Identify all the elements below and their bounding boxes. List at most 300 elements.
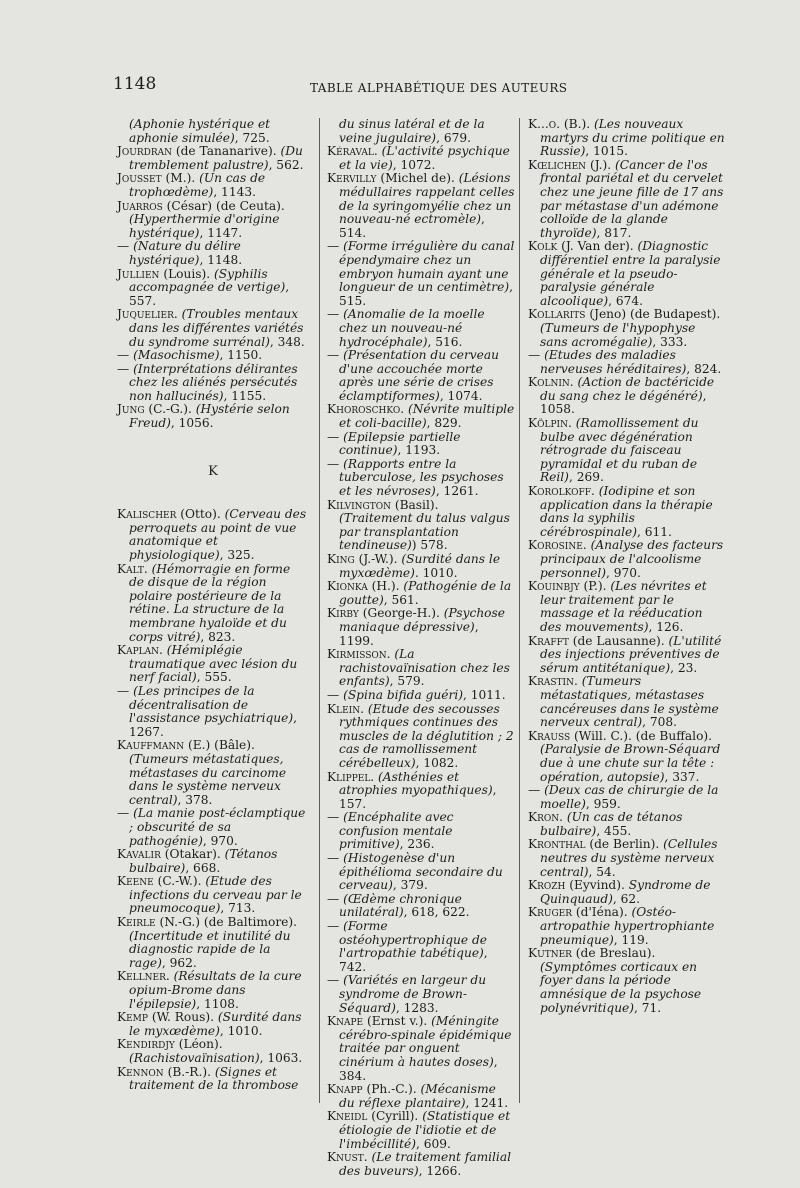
work-title: (L'utilité des injections préventives de sérum antitétanique): [540, 633, 722, 675]
index-entry: [528, 635, 726, 676]
work-title: (Cellules neutres du système nerveux central): [540, 837, 718, 879]
author-detail: —: [327, 973, 340, 988]
author-name: Korosine.: [528, 538, 587, 553]
author-detail: (de Berlin).: [589, 837, 660, 852]
page-reference: , 713.: [220, 901, 256, 916]
author-name: K...o.: [528, 117, 560, 131]
page-reference: , 157.: [339, 783, 497, 811]
author-detail: —: [117, 348, 130, 363]
page-reference: , 708.: [642, 715, 678, 730]
author-detail: (Otto).: [180, 507, 221, 522]
index-entry: [327, 771, 515, 812]
index-entry: [327, 648, 515, 689]
index-column-2: [327, 118, 515, 1178]
work-title: (Histogenèse d'un épithélioma secondaire du cerveau): [339, 851, 503, 893]
author-name: Kronthal: [528, 837, 586, 852]
index-entry: [528, 838, 726, 879]
author-name: Juquelier.: [117, 307, 178, 322]
page-reference: , 348.: [269, 334, 305, 349]
work-title: (Etude des secousses rythmiques continues des muscles de la déglutition ; 2 cas de ramollissement cérébelleux): [339, 701, 514, 770]
index-entry: [117, 240, 309, 267]
page-reference: , 1150.: [219, 348, 263, 363]
index-entry: [117, 508, 309, 562]
author-name: Kolnin.: [528, 375, 574, 390]
author-detail: (B.-R.).: [167, 1064, 211, 1079]
index-entry: [117, 644, 309, 685]
index-entry: [327, 308, 515, 349]
work-title: (Forme irrégulière du canal épendymaire chez un embryon humain ayant une longueur de un centimètre): [339, 239, 515, 295]
index-entry: [117, 363, 309, 404]
work-title: (Paralysie de Brown-Séquard due à une chute sur la tête : opération, autopsie): [540, 742, 721, 784]
work-title: (Interprétations délirantes chez les aliénés persécutés non hallucinés): [129, 361, 298, 403]
work-title: (Œdème chronique unilatéral): [339, 891, 462, 920]
index-entry: [117, 563, 309, 645]
work-title: (Asthénies et atrophies myopathiques): [339, 769, 493, 798]
index-entry: [327, 703, 515, 771]
author-name: Kalt.: [117, 561, 148, 576]
work-title: (Les névrites et leur traitement par le massage et la rééducation des mouvements): [540, 579, 707, 634]
index-entry: [327, 689, 515, 703]
work-title: (Tumeurs métastatiques, métastases cancéreuses dans le système nerveux central): [540, 674, 719, 730]
page-reference: , 579.: [389, 674, 425, 689]
index-entry: [528, 784, 726, 811]
index-entry: [327, 1110, 515, 1151]
index-entry: [117, 1066, 309, 1093]
index-entry: [327, 920, 515, 974]
author-detail: (Michel de).: [380, 171, 455, 186]
work-title: (Mécanisme du réflexe plantaire): [339, 1082, 496, 1110]
index-entry: [117, 875, 309, 916]
work-title: (Nature du délire hystérique): [129, 239, 241, 267]
page-reference: , 555.: [196, 670, 232, 685]
author-detail: (B.).: [563, 117, 591, 131]
author-detail: (César) (de Ceuta).: [166, 198, 285, 213]
author-detail: —: [327, 851, 340, 866]
page-reference: , 1056.: [170, 416, 214, 431]
work-title: (Les nouveaux martyrs du crime politique en Russie): [540, 117, 725, 159]
work-title: (Rachistovaïnisation): [129, 1051, 260, 1065]
author-detail: (de Lausanne).: [572, 633, 665, 648]
section-letter: K: [208, 463, 218, 479]
work-title: (Du tremblement palustre): [129, 144, 303, 172]
author-name: Juarros: [117, 198, 163, 213]
index-entry: [117, 172, 309, 199]
index-entry: [117, 848, 309, 875]
work-title: (Diagnostic différentiel entre la paralysie générale et la pseudo-paralysie générale alcoolique): [540, 239, 721, 308]
index-entry: [327, 458, 515, 499]
author-detail: —: [117, 806, 130, 821]
author-detail: (P.).: [583, 579, 607, 594]
author-detail: (de Breslau).: [575, 946, 656, 961]
author-detail: (Louis).: [163, 266, 211, 281]
index-column-1: [117, 118, 309, 1093]
author-detail: (de Tananarive).: [175, 144, 277, 159]
author-detail: (J.-W.).: [358, 552, 398, 566]
author-detail: (N.-G.) (de Baltimore).: [159, 915, 297, 930]
work-title: (Tumeurs métastatiques, métastases du carcinome dans le système nerveux central): [129, 751, 287, 807]
index-entry-continuation: [327, 118, 515, 145]
page-reference: , 1143.: [213, 184, 256, 199]
page-reference: , 515.: [339, 280, 513, 308]
work-title: (Psychose maniaque dépressive): [339, 606, 505, 634]
work-title: (L'activité psychique et la vie): [339, 144, 510, 172]
author-name: Kellner.: [117, 969, 170, 984]
page-reference: , 1063.: [259, 1051, 303, 1065]
page-reference: , 337.: [664, 769, 700, 784]
page-reference: , 829.: [426, 416, 462, 431]
index-entry: [528, 308, 726, 349]
index-entry: [528, 879, 726, 906]
work-title: (Analyse des facteurs principaux de l'alcoolisme personnel): [540, 538, 724, 580]
author-name: Kéraval.: [327, 144, 378, 159]
author-name: Kolk: [528, 239, 558, 254]
index-entry: [528, 349, 726, 376]
work-title: Syndrome de Quinquaud): [540, 878, 711, 906]
index-entry: [528, 675, 726, 729]
index-entry: [327, 1015, 515, 1083]
index-entry: [117, 145, 309, 172]
page-reference: , 23.: [670, 660, 698, 675]
page-reference: , 1074.: [439, 388, 483, 403]
page-reference: , 609.: [416, 1136, 451, 1151]
author-name: Kionka: [327, 579, 368, 594]
page-reference: , 236.: [399, 837, 435, 852]
work-title: (Résultats de la cure opium-Brome dans l'épilepsie): [129, 969, 302, 1011]
author-detail: —: [327, 687, 340, 702]
index-entry: [117, 308, 309, 349]
index-entry: [327, 349, 515, 403]
author-name: King: [327, 552, 355, 566]
author-name: Kaplan.: [117, 643, 163, 658]
work-title: (Hystérie selon Freud): [129, 402, 290, 431]
work-title: (Symptômes corticaux en foyer dans la période amnésique de la psychose polynévritique): [540, 959, 702, 1015]
author-name: Kendirdjy: [117, 1037, 175, 1052]
work-title: (Encéphalite avec confusion mentale primitive): [339, 810, 454, 852]
author-detail: (J. Van der).: [561, 239, 634, 254]
author-detail: (Basil).: [394, 497, 439, 512]
index-entry: [117, 200, 309, 241]
page-reference: , 1010.: [219, 1023, 263, 1038]
author-name: Keirle: [117, 915, 156, 930]
author-name: Kœlichen: [528, 157, 587, 172]
work-title: (Un cas de tétanos bulbaire): [540, 810, 683, 838]
page-reference: , 725.: [234, 130, 270, 145]
page-reference: , 742.: [339, 946, 488, 974]
author-name: Kirmisson.: [327, 647, 391, 662]
author-name: Knape: [327, 1014, 364, 1029]
work-title: (Les principes de la décentralisation de l'assistance psychiatrique): [129, 683, 294, 726]
index-entry-continuation: [117, 118, 309, 145]
author-name: Kölpin.: [528, 416, 572, 431]
work-title: (Hémorragie en forme de disque de la région polaire postérieure de la rétine. La structure de la membrane hyaloïde et du corps vitré): [129, 561, 291, 644]
index-entry: [528, 811, 726, 838]
author-name: Korolkoff.: [528, 484, 595, 499]
author-name: Kennon: [117, 1064, 164, 1079]
author-name: Knapp: [327, 1082, 363, 1097]
page-reference: , 62.: [612, 891, 641, 906]
index-entry: [117, 1038, 309, 1065]
author-name: Kavalir: [117, 847, 161, 862]
author-name: Kruger: [528, 905, 573, 920]
work-title: (Deux cas de chirurgie de la moelle): [540, 783, 719, 811]
running-title: TABLE ALPHABÉTIQUE DES AUTEURS: [310, 81, 568, 95]
page-reference: , 562.: [268, 157, 304, 172]
author-name: Kollarits: [528, 307, 586, 322]
work-title: (Tumeurs de l'hypophyse sans acromégalie): [540, 320, 696, 349]
work-title: (Variétés en largeur du syndrome de Brown-Séquard): [339, 973, 487, 1015]
work-title: (Etudes des maladies nerveuses héréditaires): [540, 348, 687, 376]
work-title: (Aphonie hystérique et aphonie simulée): [129, 117, 271, 145]
author-detail: —: [117, 239, 130, 254]
work-title: (Ramollissement du bulbe avec dégénération rétrograde du faisceau pyramidal et du ruban de Reil): [540, 416, 699, 485]
page-reference: , 1058.: [540, 388, 707, 417]
work-title: (Cancer de l'os frontal pariétal et du cervelet chez une jeune fille de 17 ans par métastase d'un adémone colloïde de la glande thyroïde): [540, 157, 724, 240]
author-name: Krastin.: [528, 674, 578, 689]
work-title: (Troubles mentaux dans les différentes variétés du syndrome surrénal): [129, 307, 304, 349]
page-reference: , 379.: [392, 878, 428, 893]
page-reference: , 333.: [652, 334, 688, 349]
author-name: Kilvington: [327, 497, 391, 512]
page-reference: , 384.: [339, 1054, 498, 1083]
author-detail: (J.).: [589, 157, 612, 172]
author-detail: —: [327, 429, 340, 444]
index-entry: [327, 974, 515, 1015]
author-name: Kirby: [327, 606, 359, 621]
work-title: (Lésions médullaires rappelant celles de la syringomyélie chez un nouveau-né ectromèle): [339, 171, 515, 227]
author-detail: (Otakar).: [164, 847, 221, 862]
author-name: Krozh: [528, 878, 566, 893]
work-title: (Hyperthermie d'origine hystérique): [129, 212, 280, 240]
page-reference: . 1010.: [414, 565, 458, 580]
author-detail: (d'Iéna).: [575, 905, 628, 920]
work-title: (Action de bactéricide du sang chez le dégénéré): [540, 375, 715, 403]
index-entry: [117, 268, 309, 309]
work-title: (Etude des infections du cerveau par le pneumocoque): [129, 874, 302, 916]
index-entry: [327, 499, 515, 553]
author-detail: —: [327, 810, 340, 825]
author-name: Jung: [117, 402, 145, 417]
page-reference: , 823.: [200, 629, 236, 644]
work-title: (La rachistovaïnisation chez les enfants): [339, 647, 510, 689]
page-reference: , 378.: [177, 792, 213, 807]
page-reference: , 561.: [383, 592, 419, 607]
index-entry: [117, 916, 309, 970]
author-detail: (E.) (Bâle).: [188, 738, 255, 753]
work-title: (Surdité dans le myxœdème): [129, 1010, 302, 1038]
author-name: Kauffmann: [117, 738, 185, 753]
page-reference: , 1267.: [129, 711, 297, 739]
index-entry: [117, 349, 309, 363]
work-title: (Anomalie de la moelle chez un nouveau-né hydrocéphale): [339, 307, 485, 349]
work-title: (Un cas de trophœdème): [129, 171, 266, 199]
index-entry: [327, 580, 515, 607]
page-reference: , 1072.: [392, 157, 436, 172]
page-reference: , 824.: [686, 361, 722, 376]
work-title: (Statistique et étiologie de l'idiotie et de l'imbécillité): [339, 1109, 511, 1151]
index-entry: [117, 970, 309, 1011]
index-entry: [117, 685, 309, 739]
author-detail: —: [117, 683, 130, 698]
work-title: (Hémiplégie traumatique avec lésion du nerf facial): [129, 643, 298, 685]
work-title: (Surdité dans le myxœdème): [339, 552, 501, 580]
column-rule: [519, 118, 520, 1103]
author-detail: (Ph.-C.).: [366, 1082, 417, 1097]
page-reference: , 1011.: [462, 687, 506, 702]
index-entry: [327, 811, 515, 852]
index-entry: [528, 947, 726, 1015]
page-reference: , 959.: [585, 796, 621, 811]
author-name: Jourdran: [117, 144, 172, 159]
page-number: 1148: [113, 74, 157, 94]
index-column-3: [528, 118, 726, 1015]
index-entry: [528, 376, 726, 417]
index-entry: [327, 852, 515, 893]
work-title: (Tétanos bulbaire): [129, 847, 278, 875]
author-detail: —: [327, 891, 340, 906]
author-detail: —: [528, 783, 541, 798]
author-detail: (Will. C.). (de Buffalo).: [574, 728, 713, 743]
work-title: (Incertitude et inutilité du diagnostic rapide de la rage): [129, 928, 291, 970]
author-detail: (Cyrill).: [371, 1109, 419, 1124]
author-detail: (Jeno) (de Budapest).: [589, 307, 721, 322]
page-reference: , 674.: [608, 293, 643, 308]
page-reference: , 1266.: [418, 1163, 462, 1178]
page-reference: , 668.: [185, 860, 221, 875]
page-reference: , 1015.: [585, 144, 629, 159]
index-entry: [327, 893, 515, 920]
index-entry: [528, 485, 726, 539]
author-name: Kouinbjy: [528, 579, 580, 594]
index-entry: [327, 431, 515, 458]
author-detail: (W. Rous).: [151, 1010, 214, 1025]
index-entry: [528, 580, 726, 634]
page-reference: , 1108.: [196, 996, 239, 1011]
author-name: Klein.: [327, 701, 364, 716]
author-name: Klippel.: [327, 769, 375, 784]
work-title: (Cerveau des perroquets au point de vue anatomique et physiologique): [129, 507, 307, 563]
index-entry: [528, 730, 726, 784]
page-reference: , 269.: [568, 470, 604, 485]
index-entry: [327, 145, 515, 172]
page-reference: , 325.: [219, 548, 255, 563]
work-title: (Présentation du cerveau d'une accouchée morte après une série de crises éclamptiformes): [339, 348, 499, 403]
page-reference: , 126.: [648, 619, 684, 634]
work-title: du sinus latéral et de la veine jugulaire): [339, 117, 485, 145]
author-detail: —: [327, 456, 340, 471]
author-name: Krafft: [528, 633, 569, 648]
page-reference: , 1155.: [223, 388, 267, 403]
work-title: (Iodipine et son application dans la thérapie dans la syphilis cérébrospinale): [540, 484, 713, 539]
author-detail: —: [327, 239, 340, 254]
index-entry: [528, 118, 726, 159]
page-reference: , 817.: [596, 225, 632, 240]
index-entry: [327, 1083, 515, 1110]
column-rule: [319, 118, 320, 1103]
work-title: (Traitement du talus valgus par transplantation tendineuse): [339, 511, 510, 553]
author-detail: —: [528, 348, 541, 363]
index-entry: [327, 607, 515, 648]
author-detail: (H.).: [371, 579, 400, 594]
index-entry: [528, 159, 726, 241]
index-entry: [117, 403, 309, 430]
index-entry: [117, 739, 309, 807]
author-name: Krauss: [528, 728, 571, 743]
index-entry: [528, 240, 726, 308]
author-name: Khoroschko.: [327, 402, 405, 417]
page-reference: , 1193.: [397, 443, 441, 458]
author-name: Keene: [117, 874, 154, 889]
work-title: (Syphilis accompagnée de vertige): [129, 266, 286, 295]
page-reference: , 618, 622.: [403, 905, 470, 920]
page-reference: , 970.: [202, 833, 238, 848]
author-detail: (Léon).: [178, 1037, 223, 1052]
page-reference: ) 578.: [411, 538, 448, 553]
index-entry: [327, 403, 515, 430]
author-name: Jullien: [117, 266, 160, 281]
index-entry: [528, 417, 726, 485]
page-reference: , 1261.: [435, 484, 479, 499]
index-entry: [117, 1011, 309, 1038]
work-title: (Masochisme): [133, 348, 220, 363]
page-reference: , 962.: [161, 955, 197, 970]
page-reference: , 514.: [339, 212, 485, 240]
page-reference: , 54.: [588, 864, 616, 879]
page-reference: , 1082.: [415, 755, 459, 770]
author-detail: —: [117, 361, 130, 376]
page-reference: , 1147.: [199, 225, 243, 240]
index-entry: [327, 1151, 515, 1178]
author-detail: (George-H.).: [362, 606, 440, 621]
work-title: (Ostéo-artropathie hypertrophiante pneumique): [540, 905, 715, 947]
page-reference: , 970.: [606, 565, 641, 580]
author-name: Kervilly: [327, 171, 377, 186]
work-title: (Forme ostéohypertrophique de l'artropathie tabétique): [339, 919, 487, 961]
page-reference: , 679.: [436, 130, 471, 145]
work-title: (Epilepsie partielle continue): [339, 429, 461, 458]
author-name: Kalischer: [117, 507, 177, 522]
page-reference: , 516.: [427, 334, 463, 349]
author-detail: —: [327, 348, 340, 363]
work-title: (Le traitement familial des buveurs): [339, 1150, 511, 1178]
page-reference: , 1199.: [339, 619, 479, 648]
work-title: (Spina bifida guéri): [343, 687, 463, 702]
page-reference: , 611.: [636, 524, 672, 539]
page-reference: , 1241.: [465, 1095, 509, 1110]
work-title: (Méningite cérébro-spinale épidémique traitée par onguent cinérium à hautes doses): [339, 1014, 512, 1069]
index-entry: [327, 240, 515, 308]
author-detail: (M.).: [165, 171, 196, 186]
work-title: (Rapports entre la tuberculose, les psychoses et les névroses): [339, 456, 504, 499]
index-entry: [327, 553, 515, 580]
author-detail: —: [327, 919, 340, 934]
work-title: (Pathogénie de la goutte): [339, 579, 512, 607]
index-entry: [528, 906, 726, 947]
author-detail: (C.-G.).: [148, 402, 192, 417]
index-entry: [528, 539, 726, 580]
page-reference: , 1148.: [199, 252, 243, 267]
page-reference: , 557.: [129, 280, 290, 308]
author-name: Knust.: [327, 1150, 368, 1165]
work-title: (Névrite multiple et coli-bacille): [339, 402, 515, 431]
page-reference: , 119.: [613, 932, 649, 947]
author-name: Kneidl: [327, 1109, 368, 1124]
author-name: Kron.: [528, 810, 564, 825]
index-entry: [117, 807, 309, 848]
index-entry: [327, 172, 515, 240]
author-name: Jousset: [117, 171, 162, 186]
page-reference: , 71.: [634, 1000, 662, 1015]
author-detail: —: [327, 307, 340, 322]
